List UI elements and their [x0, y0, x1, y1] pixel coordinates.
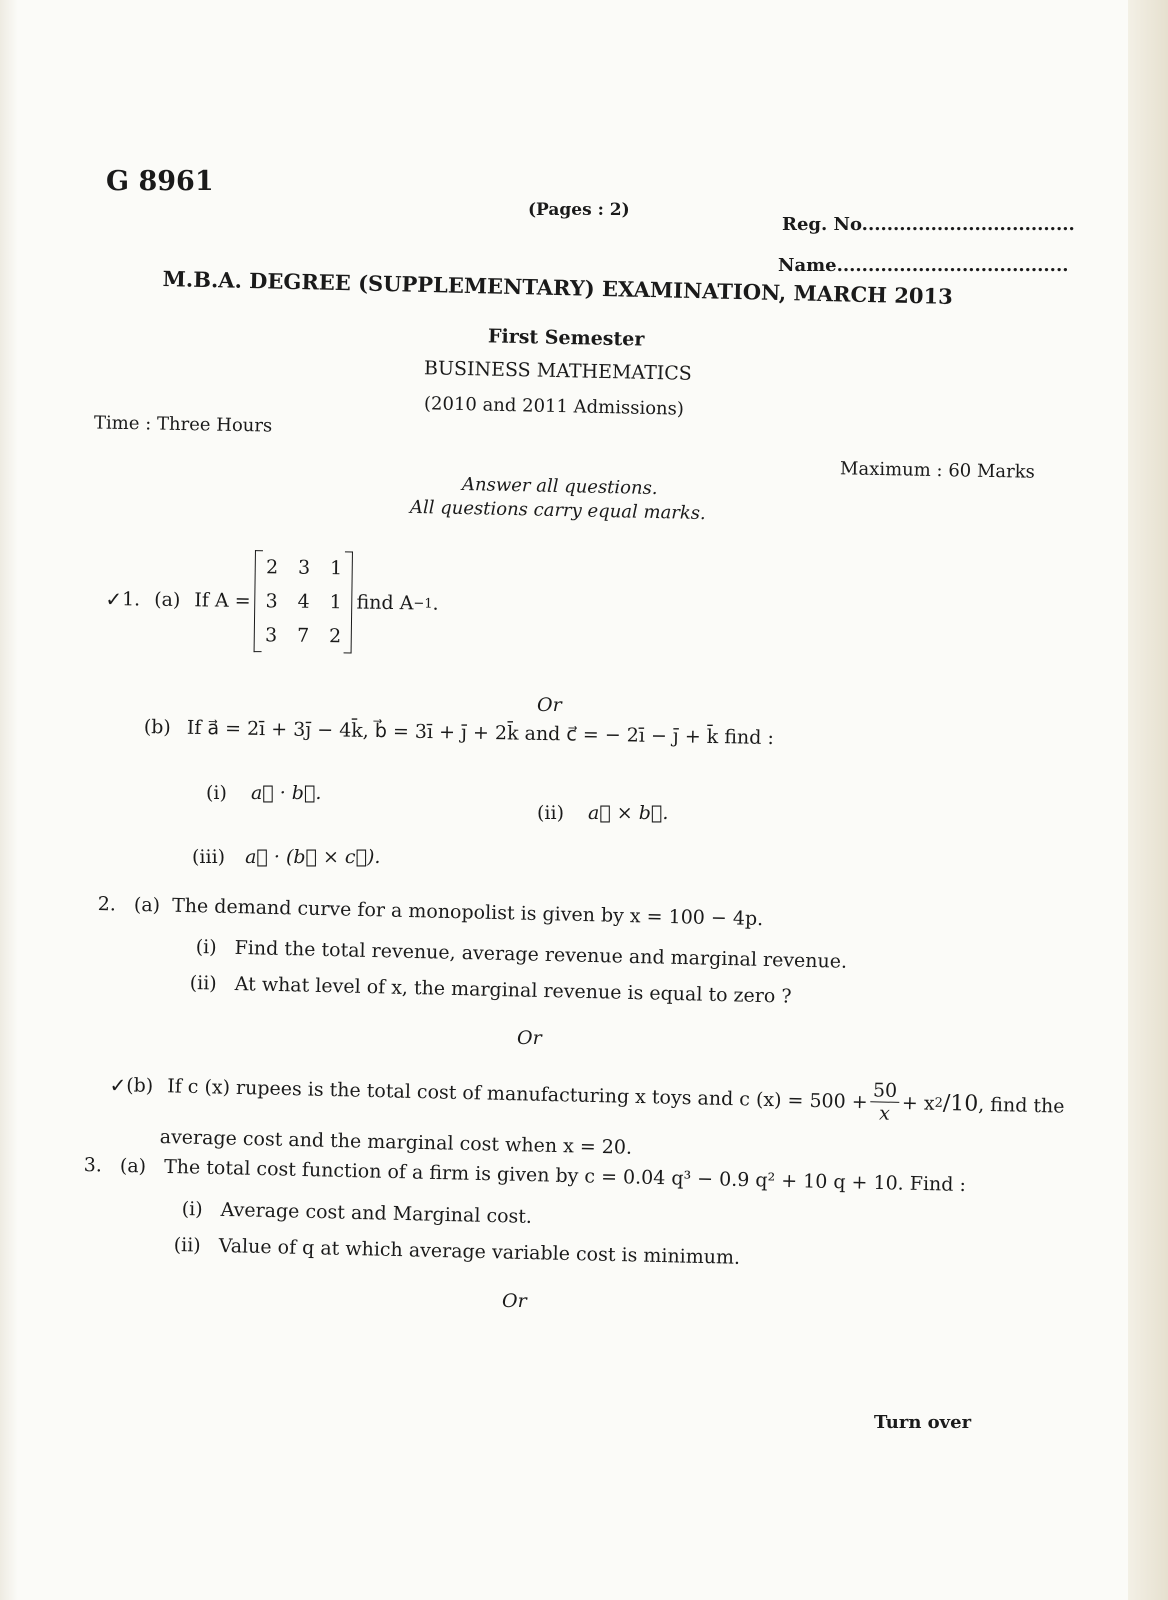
q1b-sub-ii-label: (ii) [537, 802, 564, 824]
pages-count: (Pages : 2) [528, 200, 630, 220]
q2a-sub-ii-text: At what level of x, the marginal revenue is equal to zero ? [234, 973, 792, 1008]
q2a-sub-i-text: Find the total revenue, average revenue and marginal revenue. [234, 936, 848, 973]
q1b-sub-ii-text: a⃗ × b⃗. [588, 802, 669, 824]
q2a-text: The demand curve for a monopolist is given by x = 100 − 4p. [171, 894, 764, 931]
paper-code: G 8961 [106, 166, 214, 197]
matrix-cell: 3 [297, 556, 311, 579]
q2-or: Or [517, 1027, 542, 1049]
q3a-sub-i-label: (i) [181, 1198, 203, 1221]
admissions: (2010 and 2011 Admissions) [423, 393, 685, 420]
q3a-sub-ii [174, 1234, 741, 1269]
matrix-cell: 1 [329, 557, 343, 580]
q2a-sub-ii-label: (ii) [189, 972, 217, 995]
q1b-sub-iii [192, 846, 380, 868]
matrix-cell: 4 [297, 590, 310, 613]
q3a-text: The total cost function of a firm is given by c = 0.04 q³ − 0.9 q² + 10 q + 10. Find : [163, 1155, 967, 1197]
instruction-2: All questions carry equal marks. [409, 496, 706, 525]
reg-no-field: Reg. No.................................. [782, 214, 1075, 235]
name-field: Name..................................... [778, 255, 1069, 276]
fraction-denominator: x [878, 1102, 891, 1125]
q3a-sub-ii-label: (ii) [173, 1234, 201, 1257]
q2b-square: 2 [934, 1095, 944, 1111]
q3-or: Or [502, 1290, 527, 1312]
page-shadow-right [1128, 0, 1168, 1600]
q1b-sub-i [206, 782, 321, 804]
matrix-cell: 3 [265, 590, 278, 613]
q3-part-a [84, 1154, 967, 1196]
q1b-text: If a⃗ = 2ī + 3j̄ − 4k̄, b⃗ = 3ī + j̄ + 2k̄ and c⃗ = − 2ī − j̄ + k̄ find : [186, 716, 775, 749]
q2-number: 2. [97, 893, 117, 916]
q1b-sub-iii-label: (iii) [192, 846, 226, 868]
check-mark-icon: ✓ [109, 1072, 127, 1097]
q2b-line2: average cost and the marginal cost when x = 20. [159, 1126, 633, 1159]
q1a-end: . [432, 592, 439, 615]
time-allowed: Time : Three Hours [93, 412, 273, 437]
q3a-sub-ii-text: Value of q at which average variable cost is minimum. [218, 1235, 741, 1269]
page-shadow-left [0, 0, 18, 1600]
q1b-sub-i-label: (i) [206, 782, 227, 804]
q1b-sub-ii [537, 802, 668, 824]
turn-over: Turn over [874, 1412, 972, 1433]
q2b-label: (b) [126, 1073, 154, 1097]
exam-title: M.B.A. DEGREE (SUPPLEMENTARY) EXAMINATION, MARCH 2013 [162, 266, 954, 309]
q3a-sub-i [182, 1198, 533, 1228]
q1-part-b [144, 716, 774, 749]
q2-part-a [98, 893, 764, 930]
q1b-label: (b) [143, 716, 171, 739]
q3a-sub-i-text: Average cost and Marginal cost. [220, 1198, 533, 1228]
matrix-cell: 1 [329, 591, 342, 614]
instruction-1: Answer all questions. [461, 473, 658, 500]
fraction-50-over-x [870, 1079, 899, 1125]
q2b-div: /10 [942, 1090, 979, 1117]
check-mark-icon: ✓ [105, 586, 123, 612]
q2a-sub-ii [190, 972, 792, 1008]
q1a-inverse-sup: −1 [413, 595, 433, 612]
fraction-numerator: 50 [871, 1079, 900, 1103]
q3-number: 3. [83, 1154, 103, 1177]
q2b-end: , find the [978, 1093, 1065, 1118]
q1-or: Or [537, 694, 562, 716]
matrix-cell: 2 [328, 625, 342, 648]
matrix-cell: 2 [265, 556, 279, 579]
q2a-sub-i-label: (i) [195, 936, 217, 959]
q2-part-b [109, 1062, 1065, 1129]
subject: BUSINESS MATHEMATICS [423, 357, 693, 385]
q1b-sub-i-text: a⃗ · b⃗. [250, 782, 322, 804]
q3a-label: (a) [119, 1154, 147, 1178]
matrix-a [254, 550, 353, 653]
q1-part-a [105, 548, 440, 655]
q2b-text1: If c (x) rupees is the total cost of manufacturing x toys and c (x) = 500 + [166, 1074, 868, 1113]
q2b-plus: + x [901, 1091, 935, 1115]
matrix-cell: 3 [264, 624, 278, 647]
q1a-label: (a) [154, 588, 181, 612]
q1a-suffix: find A [356, 591, 414, 615]
q2a-label: (a) [133, 893, 161, 917]
q2a-sub-i [196, 936, 848, 973]
semester: First Semester [487, 325, 645, 351]
matrix-cell: 7 [296, 624, 310, 647]
q1a-prefix: If A = [194, 589, 251, 613]
max-marks: Maximum : 60 Marks [839, 458, 1036, 483]
q1b-sub-iii-text: a⃗ · (b⃗ × c⃗). [245, 846, 381, 868]
q1-number: 1. [121, 588, 141, 611]
